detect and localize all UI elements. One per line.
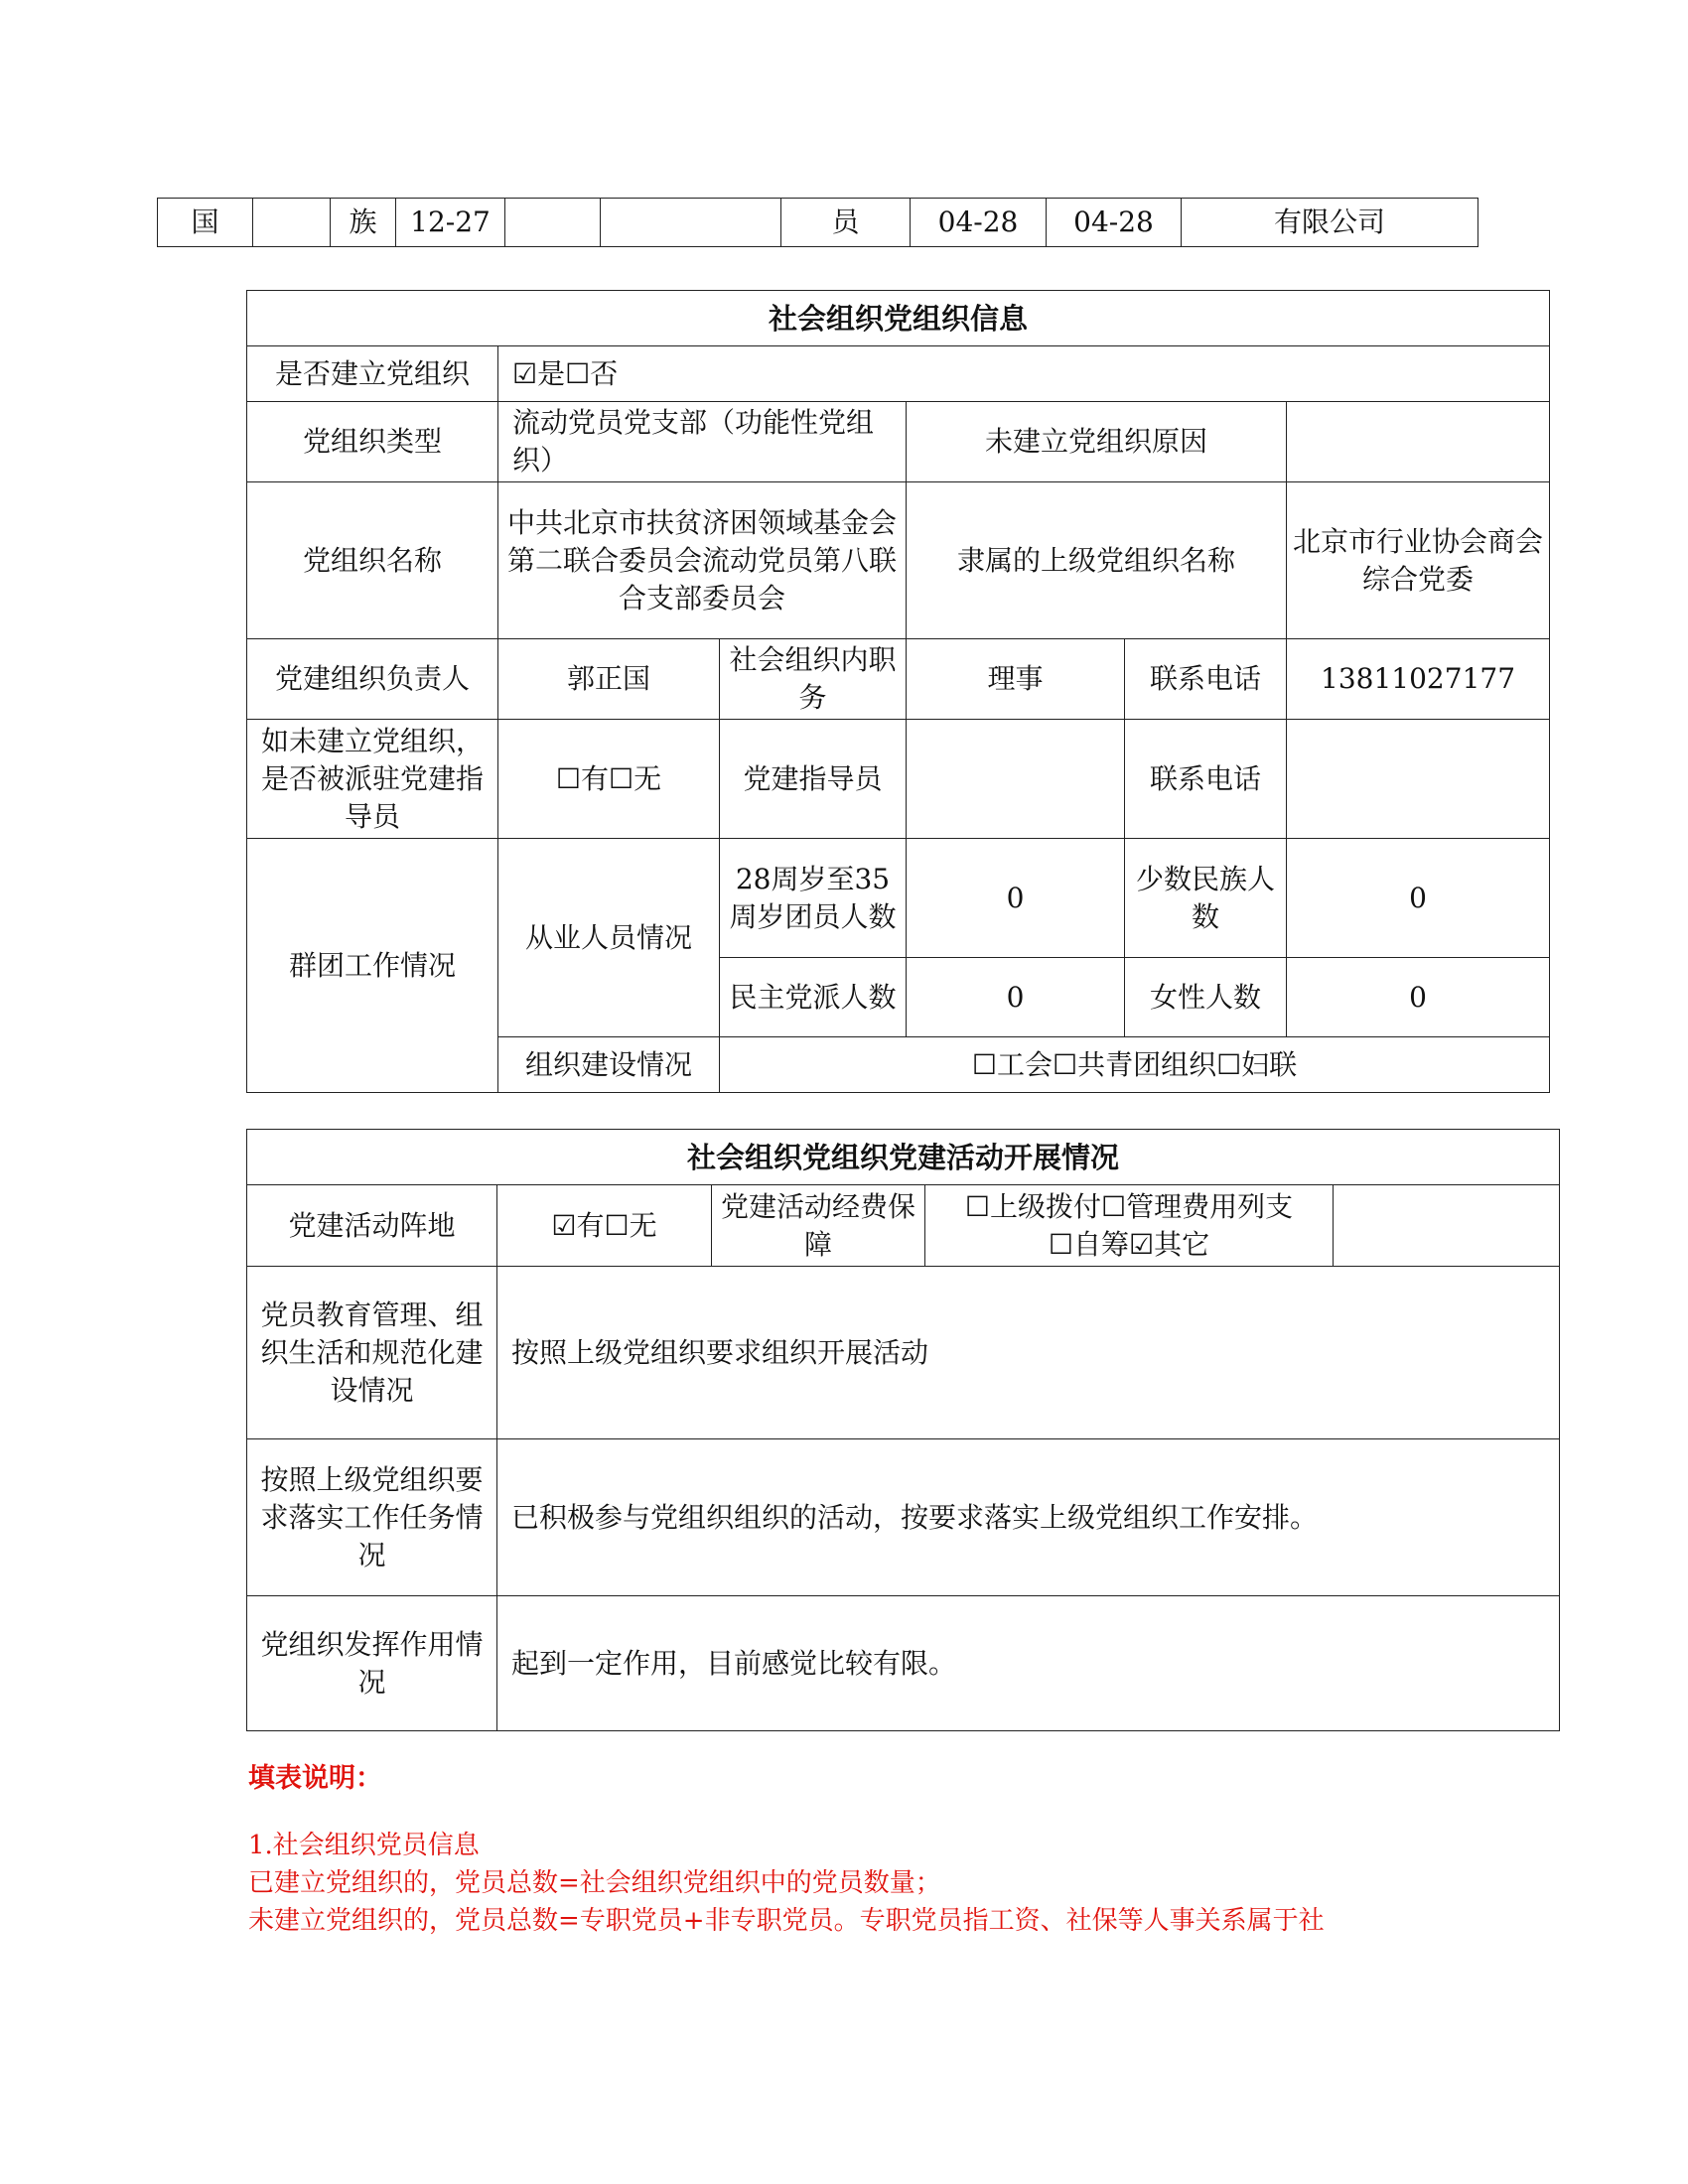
established-label: 是否建立党组织 [247, 346, 498, 402]
leader-label: 党建组织负责人 [247, 639, 498, 720]
education-label: 党员教育管理、组织生活和规范化建设情况 [247, 1267, 497, 1439]
table-row [158, 199, 1478, 247]
tasks-label: 按照上级党组织要求落实工作任务情况 [247, 1439, 497, 1596]
notes-line-3: 未建立党组织的，党员总数=专职党员+非专职党员。专职党员指工资、社保等人事关系属于社 [248, 1906, 1325, 1936]
youth-label: 28周岁至35周岁团员人数 [720, 839, 907, 958]
table-cell [253, 199, 331, 247]
superior-value: 北京市行业协会商会综合党委 [1287, 482, 1550, 639]
phone2-label: 联系电话 [1125, 720, 1287, 839]
name-value: 中共北京市扶贫济困领域基金会第二联合委员会流动党员第八联合支部委员会 [498, 482, 907, 639]
instructor-question-label: 如未建立党组织，是否被派驻党建指导员 [247, 720, 498, 839]
activities-table [246, 1129, 1560, 1731]
instructor-label: 党建指导员 [720, 720, 907, 839]
table-cell: 族 [331, 199, 396, 247]
funding-options-line1: ☐上级拨付☐管理费用列支 [964, 1189, 1294, 1223]
youth-value: 0 [907, 839, 1125, 958]
type-value: 流动党员党支部（功能性党组织） [498, 402, 907, 482]
phone-value: 13811027177 [1287, 639, 1550, 720]
funding-extra [1334, 1185, 1560, 1267]
funding-label: 党建活动经费保障 [712, 1185, 925, 1267]
role-value: 起到一定作用，目前感觉比较有限。 [497, 1596, 1560, 1731]
table-cell [505, 199, 601, 247]
minority-value: 0 [1287, 839, 1550, 958]
table-cell: 有限公司 [1182, 199, 1478, 247]
funding-options-line2: ☐自筹☑其它 [1048, 1227, 1210, 1261]
phone-label: 联系电话 [1125, 639, 1287, 720]
not-established-reason-label: 未建立党组织原因 [907, 402, 1287, 482]
democratic-value: 0 [907, 958, 1125, 1037]
superior-label: 隶属的上级党组织名称 [907, 482, 1287, 639]
table-cell: 04-28 [1047, 199, 1182, 247]
instructor-question-checkbox[interactable]: ☐有☐无 [498, 720, 720, 839]
position-label: 社会组织内职务 [720, 639, 907, 720]
section-title: 社会组织党组织党建活动开展情况 [247, 1130, 1560, 1185]
table-cell [601, 199, 781, 247]
minority-label: 少数民族人数 [1125, 839, 1287, 958]
notes-line-1: 1.社会组织党员信息 [248, 1831, 480, 1860]
section-title: 社会组织党组织信息 [247, 291, 1550, 346]
funding-checkbox[interactable] [925, 1185, 1334, 1267]
mass-work-label: 群团工作情况 [247, 839, 498, 1093]
name-label: 党组织名称 [247, 482, 498, 639]
role-label: 党组织发挥作用情况 [247, 1596, 497, 1731]
not-established-reason-value [1287, 402, 1550, 482]
table-cell: 12-27 [396, 199, 505, 247]
democratic-label: 民主党派人数 [720, 958, 907, 1037]
established-checkbox[interactable]: ☑是☐否 [498, 346, 1550, 402]
table-cell: 员 [781, 199, 911, 247]
phone2-value [1287, 720, 1550, 839]
leader-value: 郭正国 [498, 639, 720, 720]
type-label: 党组织类型 [247, 402, 498, 482]
notes-title: 填表说明： [248, 1763, 382, 1794]
venue-label: 党建活动阵地 [247, 1185, 497, 1267]
org-build-checkbox[interactable]: ☐工会☐共青团组织☐妇联 [720, 1037, 1550, 1093]
top-partial-table [157, 198, 1478, 247]
venue-checkbox[interactable]: ☑有☐无 [497, 1185, 712, 1267]
tasks-value: 已积极参与党组织组织的活动，按要求落实上级党组织工作安排。 [497, 1439, 1560, 1596]
position-value: 理事 [907, 639, 1125, 720]
party-info-table [246, 290, 1550, 1093]
instructor-value [907, 720, 1125, 839]
notes-line-2: 已建立党组织的，党员总数=社会组织党组织中的党员数量； [248, 1868, 941, 1898]
table-cell: 国 [158, 199, 253, 247]
female-value: 0 [1287, 958, 1550, 1037]
org-build-label: 组织建设情况 [498, 1037, 720, 1093]
table-cell: 04-28 [911, 199, 1047, 247]
staff-label: 从业人员情况 [498, 839, 720, 1037]
education-value: 按照上级党组织要求组织开展活动 [497, 1267, 1560, 1439]
female-label: 女性人数 [1125, 958, 1287, 1037]
